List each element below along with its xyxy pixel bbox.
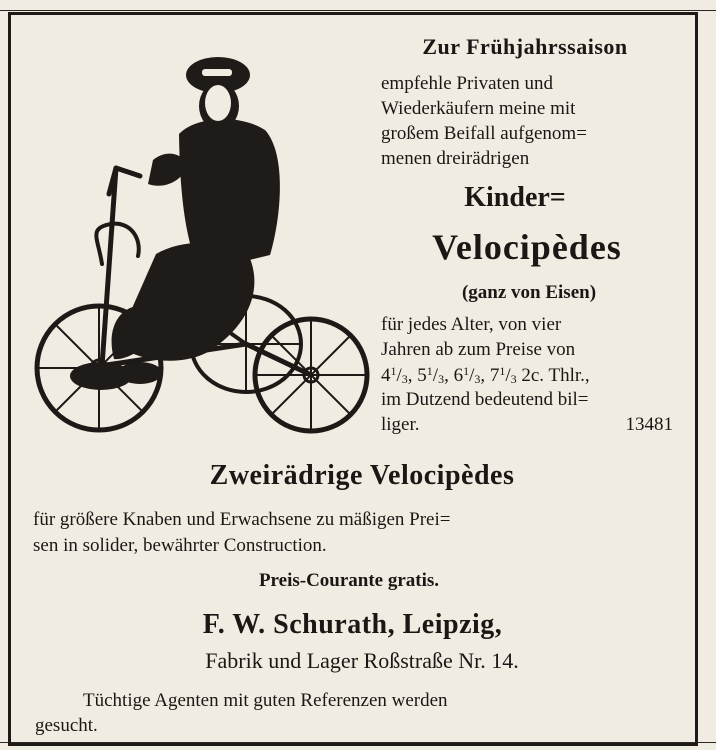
price-4: $7^1/3$ (489, 364, 517, 386)
product-title-part-1: Kinder= (464, 182, 566, 213)
price-1: $4^1/3$ (381, 364, 408, 386)
age-line: für jedes Alter, von vier (381, 314, 562, 335)
two-wheeler-line-2: sen in solider, bewährter Construction. (33, 535, 327, 556)
product-title-part-2: Velocipèdes (432, 227, 622, 267)
intro-line-2: Wiederkäufern meine mit (381, 98, 576, 119)
top-rule (0, 10, 716, 11)
price-3: $6^1/3$ (453, 364, 481, 386)
price-intro-line: Jahren ab zum Preise von (381, 339, 576, 360)
intro-line-4: menen dreirädrigen (381, 148, 530, 169)
address-line: Fabrik und Lager Roßstraße Nr. 14. (205, 648, 519, 673)
company-name: F. W. Schurath, Leipzig, (202, 609, 503, 640)
cheaper-line: liger. (381, 414, 420, 435)
intro-line-1: empfehle Privaten und (381, 73, 554, 94)
footer-line-1: Tüchtige Agenten mit guten Referenzen werden (83, 690, 448, 711)
reference-number: 13481 (625, 414, 673, 435)
dozen-line: im Dutzend bedeutend bil= (381, 389, 589, 410)
price-2: $5^1/3$ (417, 364, 445, 386)
intro-line-3: großem Beifall aufgenom= (381, 123, 587, 144)
two-wheeler-line-1: für größere Knaben und Erwachsene zu mäßigen Prei= (33, 509, 451, 530)
two-wheeler-title: Zweirädrige Velocipèdes (209, 460, 515, 491)
price-values-line: $4^1/3$, $5^1/3$, $6^1/3$, $7^1/3$ 2c. Thlr., (381, 364, 590, 386)
price-list-line: Preis-Courante gratis. (258, 570, 440, 591)
boy-on-tricycle-illustration (34, 44, 374, 444)
price-tail: 2c. Thlr., (521, 365, 590, 386)
season-heading: Zur Frühjahrssaison (422, 34, 628, 59)
footer-line-2: gesucht. (35, 715, 98, 736)
subtitle: (ganz von Eisen) (461, 282, 597, 303)
